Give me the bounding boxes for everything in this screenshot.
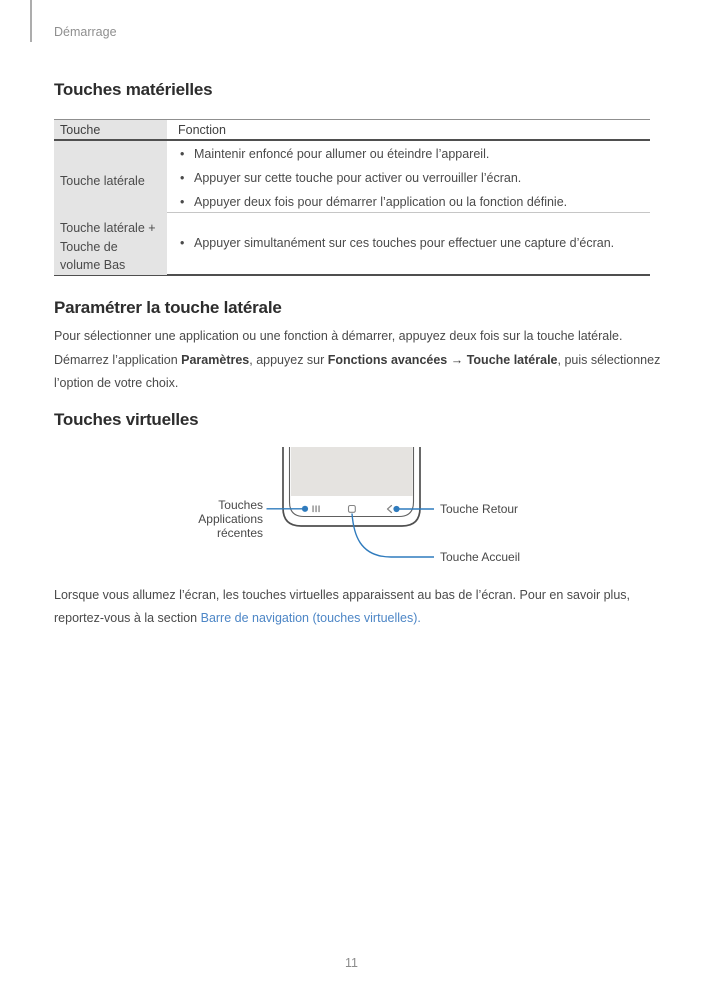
table-header-key: Touche: [54, 120, 167, 139]
table-key-cell: Touche latérale: [54, 141, 167, 220]
function-item: • Maintenir enfoncé pour allumer ou éteindre l’appareil.: [180, 148, 650, 161]
text-run: Lorsque vous allumez l’écran, les touches virtuelles apparaissent au bas de l’écran. Pour en savoir plus,: [54, 588, 631, 602]
table-key-cell: Touche latérale + Touche de volume Bas: [54, 213, 167, 275]
arrow-run: →: [447, 353, 467, 367]
soft-keys-diagram: [0, 445, 703, 580]
recent-apps-label-line: Touches: [218, 498, 263, 512]
text-run: Démarrez l’application: [54, 353, 182, 367]
table-row: [54, 141, 650, 213]
phone-screen: [291, 447, 413, 496]
function-item: • Appuyer deux fois pour démarrer l’application ou la fonction définie.: [180, 196, 650, 209]
bold-run: Touche latérale: [466, 353, 558, 367]
text-run: reportez-vous à la section: [54, 611, 201, 625]
breadcrumb: Démarrage: [54, 25, 117, 39]
navigation-bar-link[interactable]: Barre de navigation (touches virtuelles).: [200, 611, 421, 625]
text-run: l’option de votre choix.: [54, 376, 179, 390]
table-header-function: Fonction: [178, 122, 226, 137]
function-item: • Appuyer simultanément sur ces touches pour effectuer une capture d’écran.: [180, 237, 650, 250]
paragraph: [54, 584, 630, 630]
paragraph: Pour sélectionner une application ou une fonction à démarrer, appuyez deux fois sur la touche latérale.: [54, 329, 623, 343]
paragraph: [54, 349, 660, 395]
callout-dot-back: [393, 506, 399, 512]
header-edge-rule: [30, 0, 32, 42]
text-run: , puis sélectionnez: [557, 353, 661, 367]
recent-apps-label: [198, 499, 263, 540]
recent-apps-icon: [312, 506, 319, 513]
section-title-side-key-setting: Paramétrer la touche latérale: [54, 298, 282, 317]
page-number: 11: [345, 956, 358, 970]
home-key-label: Touche Accueil: [440, 550, 521, 564]
recent-apps-label-line: Applications: [198, 511, 263, 526]
bold-run: Fonctions avancées: [327, 353, 448, 367]
table-header-row: [54, 120, 650, 141]
table-function-cell: [167, 141, 650, 220]
function-item: • Appuyer sur cette touche pour activer ou verrouiller l’écran.: [180, 172, 650, 185]
section-title-hardware-keys: Touches matérielles: [54, 80, 213, 99]
recent-apps-label-line: récentes: [216, 525, 263, 540]
hardware-keys-table: [54, 119, 650, 276]
bold-run: Paramètres: [181, 353, 250, 367]
table-row: [54, 213, 650, 276]
back-key-label: Touche Retour: [440, 502, 519, 516]
text-run: , appuyez sur: [249, 353, 328, 367]
callout-dot-recent: [302, 506, 308, 512]
section-title-soft-keys: Touches virtuelles: [54, 410, 199, 429]
table-function-cell: [167, 213, 650, 275]
